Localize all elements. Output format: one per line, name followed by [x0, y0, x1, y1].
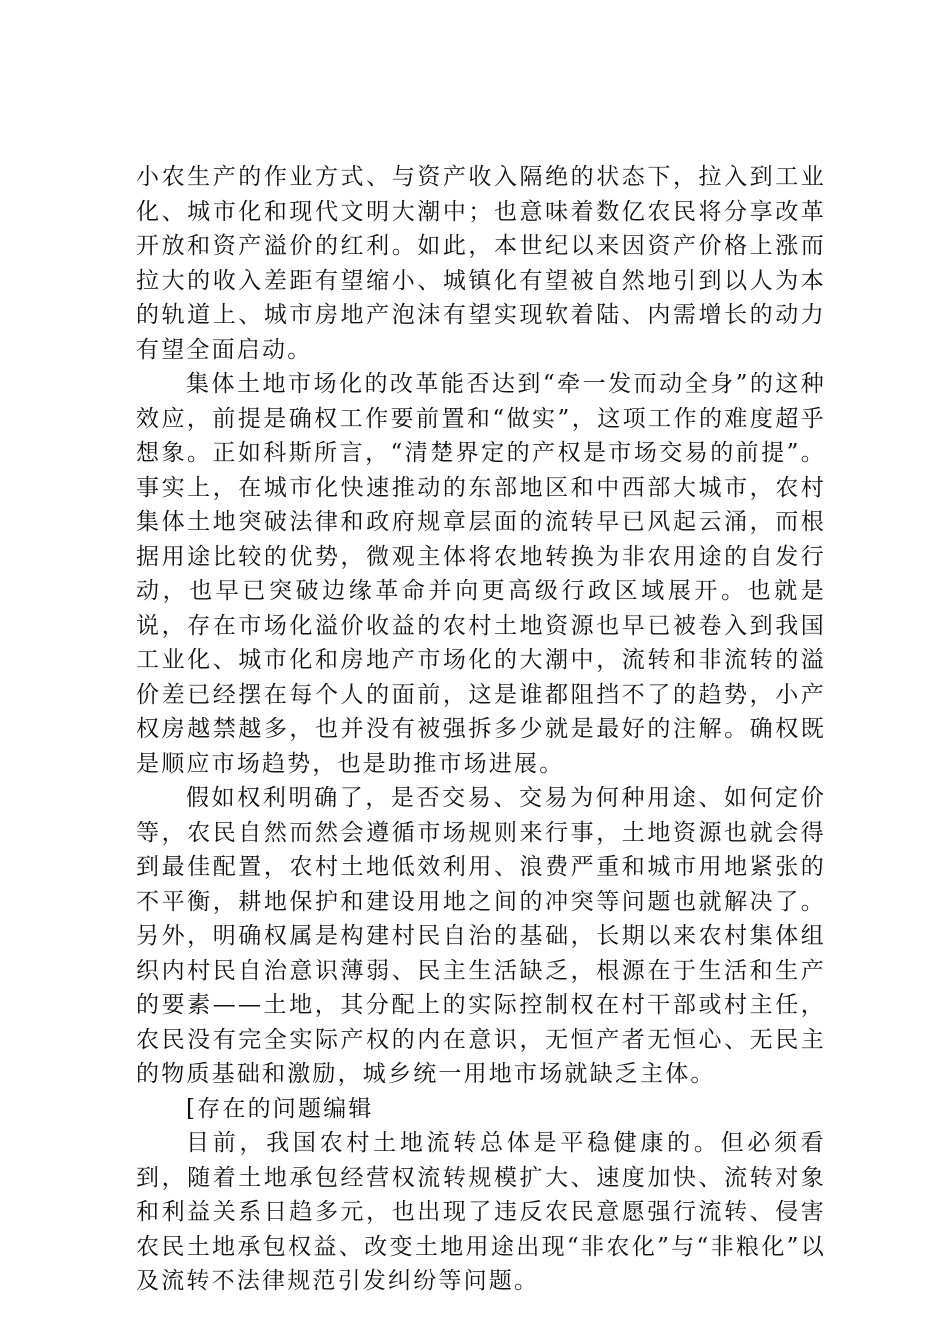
paragraph-3: 假如权利明确了，是否交易、交易为何种用途、如何定价等，农民自然而然会遵循市场规则来行事，土地资源也就会得到最佳配置，农村土地低效利用、浪费严重和城市用地紧张的不平衡，耕地保护和建设用地之间的冲突等问题也就解决了。另外，明确权属是构建村民自治的基础，长期以来农村集体组织内村民自治意识薄弱、民主生活缺乏，根源在于生活和生产的要素——土地，其分配上的实际控制权在村干部或村主任，农民没有完全实际产权的内在意识，无恒产者无恒心、无民主的物质基础和激励，城乡统一用地市场就缺乏主体。 [136, 785, 826, 1087]
section-heading: [存在的问题编辑 [186, 1095, 374, 1122]
paragraph-4: 目前，我国农村土地流转总体是平稳健康的。但必须看到，随着土地承包经营权流转规模扩大、速度加快、流转对象和利益关系日趋多元，也出现了违反农民意愿强行流转、侵害农民土地承包权益、改变土地用途出现“非农化”与“非粮化”以及流转不法律规范引发纠纷等问题。 [136, 1130, 826, 1294]
paragraph-2: 集体土地市场化的改革能否达到“牵一发而动全身”的这种效应，前提是确权工作要前置和“做实”，这项工作的难度超乎想象。正如科斯所言，“清楚界定的产权是市场交易的前提”。事实上，在城市化快速推动的东部地区和中西部大城市，农村集体土地突破法律和政府规章层面的流转早已风起云涌，而根据用途比较的优势，微观主体将农地转换为非农用途的自发行动，也早已突破边缘革命并向更高级行政区域展开。也就是说，存在市场化溢价收益的农村土地资源也早已被卷入到我国工业化、城市化和房地产市场化的大潮中，流转和非流转的溢价差已经摆在每个人的面前，这是谁都阻挡不了的趋势，小产权房越禁越多，也并没有被强拆多少就是最好的注解。确权既是顺应市场趋势，也是助推市场进展。 [136, 371, 826, 777]
document-page [136, 160, 826, 1299]
paragraph-1: 小农生产的作业方式、与资产收入隔绝的状态下，拉入到工业化、城市化和现代文明大潮中；也意味着数亿农民将分享改革开放和资产溢价的红利。如此，本世纪以来因资产价格上涨而拉大的收入差距有望缩小、城镇化有望被自然地引到以人为本的轨道上、城市房地产泡沫有望实现软着陆、内需增长的动力有望全面启动。 [136, 164, 826, 363]
